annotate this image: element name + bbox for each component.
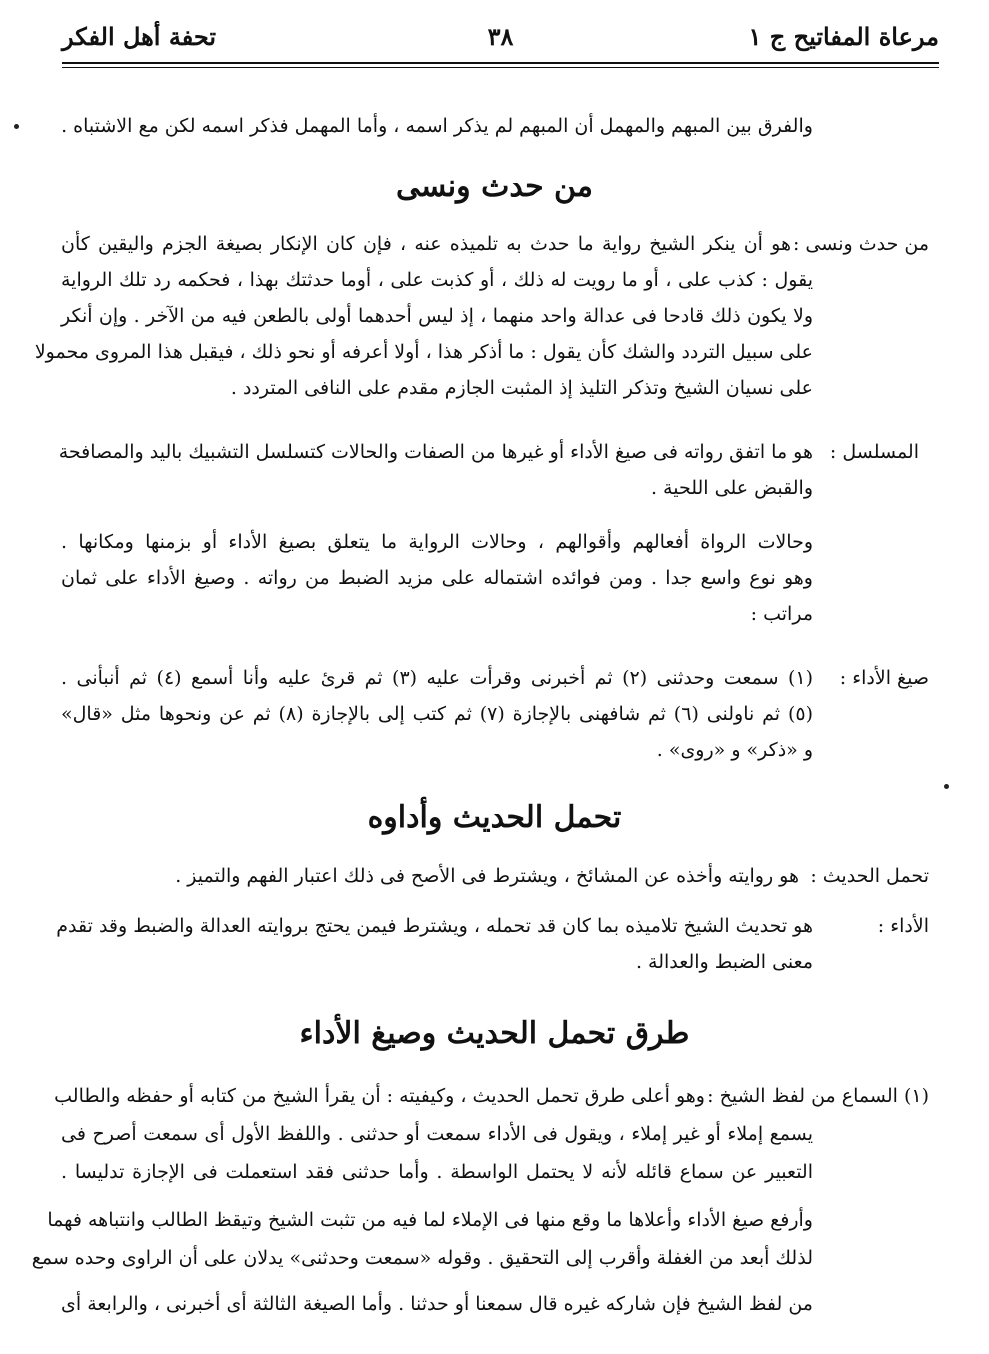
term-musalsal: المسلسل :: [829, 441, 919, 463]
paragraph-line: هو أن ينكر الشيخ رواية ما حدث به تلميذه عنه ، فإن كان الإنكار بصيغة الجزم واليقين كأن: [61, 233, 791, 255]
paragraph-line: و «ذكر» و «روى» .: [656, 739, 813, 761]
book-title: مرعاة المفاتيح ج ١: [748, 22, 939, 51]
paragraph-line: هو روايته وأخذه عن المشائخ ، ويشترط فى الأصح فى ذلك اعتبار الفهم والتميز .: [175, 865, 799, 887]
term-siyagh-al-adaa: صيغ الأداء :: [839, 667, 929, 689]
scan-speck: [14, 124, 19, 129]
term-al-samaa: (١) السماع من لفظ الشيخ :: [707, 1085, 929, 1107]
paragraph-line: (١) سمعت وحدثنى (٢) ثم أخبرنى وقرأت عليه (٣) ثم قرئ عليه وأنا أسمع (٤) ثم أنبأنى .: [61, 667, 813, 689]
paragraph-line: (٥) ثم ناولنى (٦) ثم شافهنى بالإجازة (٧) ثم كتب إلى بالإجازة (٨) ثم عن ونحوها مثل «قال»: [61, 703, 813, 725]
paragraph-line: التعبير عن سماع قائله لأنه لا يحتمل الواسطة . وأما حدثنى فقد استعملت فى الإجازة تدليسا .: [61, 1161, 813, 1183]
running-header: [62, 18, 939, 58]
page-number: ٣٨: [487, 22, 514, 51]
paragraph-line: على نسيان الشيخ وتذكر التليذ إذ المثبت الجازم مقدم على النافى المتردد .: [230, 377, 813, 399]
paragraph-line: والقبض على اللحية .: [650, 477, 813, 499]
paragraph-line: لذلك أبعد من الغفلة وأقرب إلى التحقيق . وقوله «سمعت وحدثنى» يدلان على أن الراوى وحده سمع: [31, 1247, 813, 1269]
heading-haddatha-wa-nasiya: من حدث ونسى: [396, 169, 593, 204]
paragraph-line: هو ما اتفق رواته فى صيغ الأداء أو غيرها من الصفات والحالات كتسلسل التشبيك باليد والمصافحة: [58, 441, 813, 463]
paragraph-line: يسمع إملاء أو غير إملاء ، ويقول فى الأداء سمعت أو حدثنى . واللفظ الأول أى سمعت أصرح فى: [61, 1123, 813, 1145]
heading-tahammul-wa-adaa: تحمل الحديث وأداوه: [367, 800, 622, 835]
paragraph-line: من لفظ الشيخ فإن شاركه غيره قال سمعنا أو حدثنا . وأما الصيغة الثالثة أى أخبرنى ، والرابعة أى: [61, 1293, 813, 1315]
paragraph-line: وأرفع صيغ الأداء وأعلاها ما وقع منها فى الإملاء لما فيه من تثبت الشيخ وتيقظ الطالب وانتباهه فهما: [47, 1209, 813, 1231]
intro-line: والفرق بين المبهم والمهمل أن المبهم لم يذكر اسمه ، وأما المهمل فذكر اسمه لكن مع الاشتباه .: [61, 115, 813, 137]
paragraph-line: وهو أعلى طرق تحمل الحديث ، وكيفيته : أن يقرأ الشيخ من كتابه أو حفظه والطالب: [54, 1085, 705, 1107]
paragraph-line: هو تحديث الشيخ تلاميذه بما كان قد تحمله ، ويشترط فيمن يحتج بروايته العدالة والضبط وقد تقدم: [56, 915, 813, 937]
paragraph-line: معنى الضبط والعدالة .: [635, 951, 813, 973]
paragraph-line: يقول : كذب على ، أو ما رويت له ذلك ، أو كذبت على ، أوما حدثتك بهذا ، فحكمه رد تلك الرواية: [61, 269, 813, 291]
heading-turuq-al-tahammul: طرق تحمل الحديث وصيغ الأداء: [299, 1016, 690, 1051]
header-rule-thin: [62, 67, 939, 68]
term-tahammul-al-hadith: تحمل الحديث :: [810, 865, 929, 887]
scan-speck: [944, 784, 949, 789]
series-title: تحفة أهل الفكر: [62, 22, 217, 51]
term-al-adaa: الأداء :: [877, 915, 929, 937]
paragraph-line: على سبيل التردد والشك كأن يقول : ما أذكر هذا ، أولا أعرفه أو نحو ذلك ، فيقبل هذا المروى محمولا: [34, 341, 813, 363]
paragraph-line: وحالات الرواة أفعالهم وأقوالهم ، وحالات الرواية ما يتعلق بصيغ الأداء أو بزمنها ومكانها .: [61, 531, 813, 553]
term-haddatha-wa-nasiya: من حدث ونسى :: [792, 233, 929, 255]
paragraph-line: ولا يكون ذلك قادحا فى عدالة واحد منهما ، إذ ليس أحدهما أولى بالطعن فيه من الآخر . وإن أنكر: [61, 305, 813, 327]
paragraph-line: وهو نوع واسع جدا . ومن فوائده اشتماله على مزيد الضبط من رواته . وصيغ الأداء على ثمان: [61, 567, 813, 589]
paragraph-line: مراتب :: [750, 603, 813, 625]
header-rule-thick: [62, 62, 939, 64]
